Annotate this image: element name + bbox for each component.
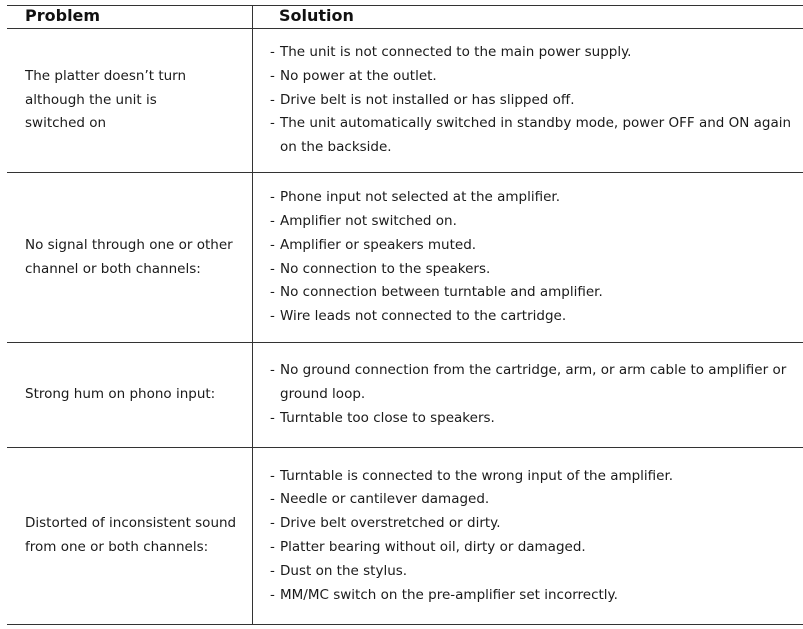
solution-cell bbox=[270, 29, 800, 172]
header-problem: Problem bbox=[25, 6, 101, 25]
solution-list bbox=[270, 359, 800, 430]
solution-item: - Drive belt is not installed or has slipped off. bbox=[270, 89, 800, 113]
problem-cell bbox=[25, 173, 245, 342]
table-top-border bbox=[7, 5, 803, 6]
problem-cell bbox=[25, 448, 245, 624]
solution-item: - Wire leads not connected to the cartridge. bbox=[270, 305, 603, 329]
solution-item: - Amplifier not switched on. bbox=[270, 210, 603, 234]
solution-item: - The unit is not connected to the main power supply. bbox=[270, 41, 800, 65]
solution-cell bbox=[270, 173, 800, 342]
table-bottom-border bbox=[7, 624, 803, 625]
table-row bbox=[7, 343, 803, 447]
problem-text: The platter doesn’t turn although the unit is switched on bbox=[25, 67, 187, 132]
solution-item: - Platter bearing without oil, dirty or damaged. bbox=[270, 536, 673, 560]
problem-cell bbox=[25, 343, 245, 447]
solution-list bbox=[270, 186, 603, 329]
problem-cell bbox=[25, 29, 245, 172]
problem-text: Distorted of inconsistent sound from one or both channels: bbox=[25, 515, 237, 555]
table-row bbox=[7, 29, 803, 172]
solution-cell bbox=[270, 448, 800, 624]
troubleshooting-table bbox=[7, 5, 803, 625]
table-row bbox=[7, 173, 803, 342]
solution-item: - Needle or cantilever damaged. bbox=[270, 488, 673, 512]
solution-list bbox=[270, 41, 800, 160]
solution-cell bbox=[270, 343, 800, 447]
solution-item: - No connection to the speakers. bbox=[270, 258, 603, 282]
solution-item: - No ground connection from the cartridge, arm, or arm cable to amplifier or ground loop. bbox=[270, 359, 800, 407]
solution-item: - Amplifier or speakers muted. bbox=[270, 234, 603, 258]
solution-item: - Dust on the stylus. bbox=[270, 560, 673, 584]
problem-text: No signal through one or other channel or both channels: bbox=[25, 236, 233, 277]
solution-item: - MM/MC switch on the pre-amplifier set incorrectly. bbox=[270, 584, 673, 608]
table-row bbox=[7, 448, 803, 624]
solution-item: - Drive belt overstretched or dirty. bbox=[270, 512, 673, 536]
solution-list bbox=[270, 465, 673, 608]
problem-text: Strong hum on phono input: bbox=[25, 386, 216, 403]
solution-item: - Turntable too close to speakers. bbox=[270, 407, 800, 431]
solution-item: - Phone input not selected at the amplifier. bbox=[270, 186, 603, 210]
solution-item: - No power at the outlet. bbox=[270, 65, 800, 89]
solution-item: - No connection between turntable and amplifier. bbox=[270, 281, 603, 305]
solution-item: - The unit automatically switched in standby mode, power OFF and ON again on the backside. bbox=[270, 112, 800, 160]
solution-item: - Turntable is connected to the wrong input of the amplifier. bbox=[270, 465, 673, 489]
header-solution: Solution bbox=[279, 6, 354, 25]
